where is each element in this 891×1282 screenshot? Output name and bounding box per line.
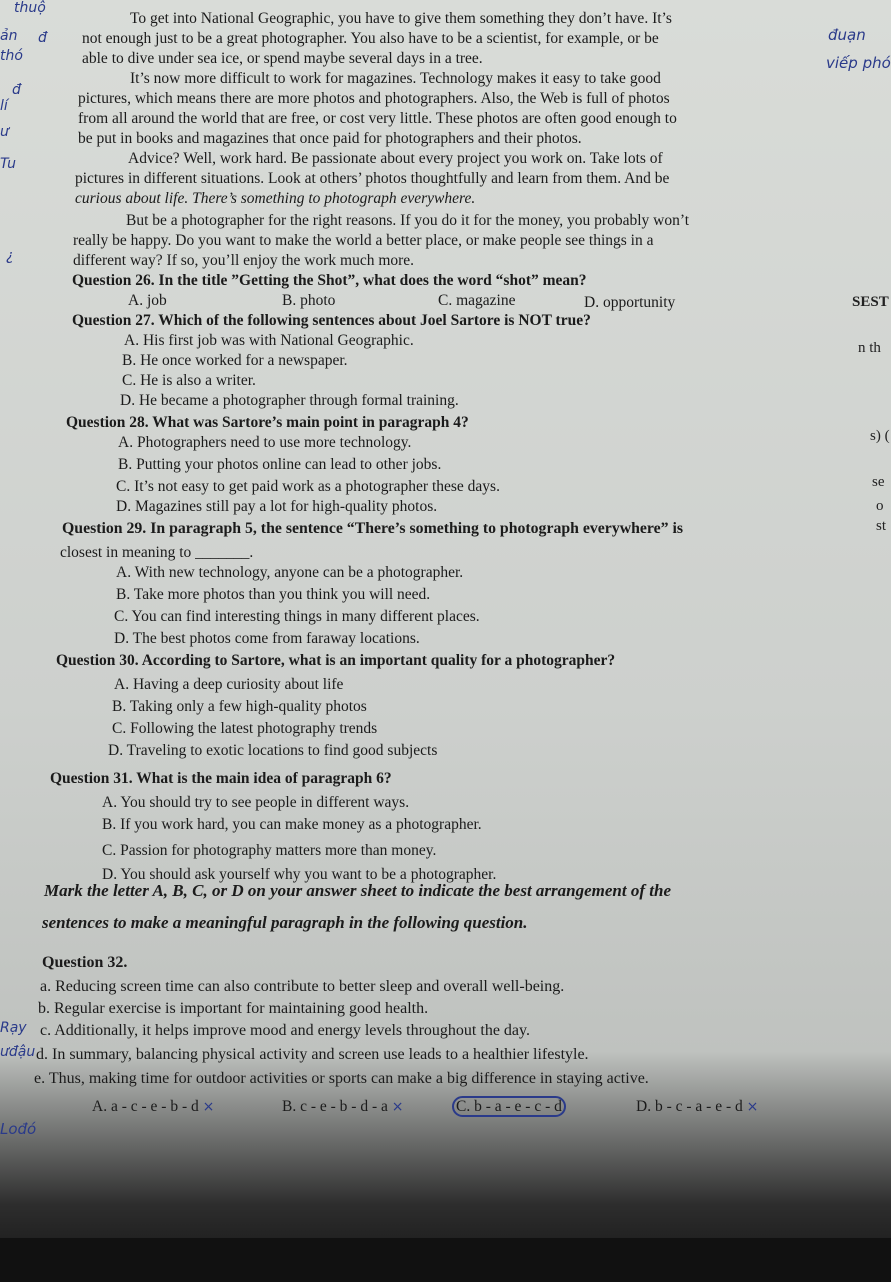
margin-note: ản — [0, 28, 18, 44]
p4-line3: different way? If so, you’ll enjoy the work much more. — [73, 252, 415, 269]
photo-shadow-band — [0, 1238, 891, 1282]
margin-note: Rạy — [0, 1020, 27, 1036]
p1-line1: To get into National Geographic, you have to give them something they don’t have. It’s — [130, 10, 672, 27]
margin-note: Tu — [0, 156, 17, 172]
edge-text: se — [872, 474, 885, 490]
q31-option-a[interactable]: A. You should try to see people in different ways. — [102, 794, 410, 811]
p4-line1: But be a photographer for the right reasons. If you do it for the money, you probably won’t — [126, 212, 690, 229]
p1-line2: not enough just to be a great photographer. You also have to be a scientist, for example, or be — [82, 30, 659, 47]
margin-note: Lođó — [0, 1120, 37, 1138]
q32-sentence-b: b. Regular exercise is important for maintaining good health. — [38, 1000, 429, 1017]
margin-note: thó — [0, 48, 23, 64]
edge-text: o — [876, 498, 884, 514]
q32-sentence-a: a. Reducing screen time can also contribute to better sleep and overall well-being. — [40, 978, 565, 995]
q32-sentence-d: d. In summary, balancing physical activity and screen use leads to a healthier lifestyle. — [36, 1046, 589, 1063]
p2-line1: It’s now more difficult to work for magazines. Technology makes it easy to take good — [130, 70, 661, 87]
instruction-line2: sentences to make a meaningful paragraph in the following question. — [42, 913, 528, 932]
q29-stem-line2: closest in meaning to _______. — [60, 544, 254, 561]
q31-option-d[interactable]: D. You should ask yourself why you want to be a photographer. — [102, 866, 497, 883]
instruction-line1: Mark the letter A, B, C, or D on your answer sheet to indicate the best arrangement of the — [44, 881, 671, 900]
q29-option-d[interactable]: D. The best photos come from faraway locations. — [114, 630, 420, 647]
q26-option-a[interactable]: A. job — [128, 292, 167, 309]
q30-stem: Question 30. According to Sartore, what is an important quality for a photographer? — [56, 652, 616, 669]
q30-option-d[interactable]: D. Traveling to exotic locations to find good subjects — [108, 742, 438, 759]
cross-mark-icon: × — [202, 1099, 215, 1115]
edge-text: st — [876, 518, 887, 534]
q27-option-d[interactable]: D. He became a photographer through formal training. — [120, 392, 459, 409]
margin-note: đ — [12, 82, 21, 98]
p4-line2: really be happy. Do you want to make the world a better place, or make people see things in a — [73, 232, 654, 249]
q29-option-a[interactable]: A. With new technology, anyone can be a photographer. — [116, 564, 464, 581]
p1-line3: able to dive under sea ice, or spend maybe several days in a tree. — [82, 50, 483, 67]
q30-option-c[interactable]: C. Following the latest photography trends — [112, 720, 378, 737]
q32-option-a[interactable]: A. a - c - e - b - d × — [92, 1098, 215, 1115]
margin-note: ¿ — [6, 248, 14, 264]
q29-option-c[interactable]: C. You can find interesting things in many different places. — [114, 608, 480, 625]
q27-option-c[interactable]: C. He is also a writer. — [122, 372, 256, 389]
q32-option-d[interactable]: D. b - c - a - e - d × — [636, 1098, 759, 1115]
answer-circle: C. b - a - e - c - d — [452, 1096, 566, 1117]
q29-stem-line1: Question 29. In paragraph 5, the sentence “There’s something to photograph everywhere” is — [62, 520, 684, 537]
margin-note: đuạn — [828, 26, 866, 44]
margin-note: thuộ — [14, 0, 46, 16]
q32-sentence-c: c. Additionally, it helps improve mood and energy levels throughout the day. — [40, 1022, 530, 1039]
q27-option-a[interactable]: A. His first job was with National Geographic. — [124, 332, 414, 349]
margin-note: đ — [38, 30, 47, 46]
q28-option-a[interactable]: A. Photographers need to use more technology. — [118, 434, 412, 451]
q31-option-c[interactable]: C. Passion for photography matters more than money. — [102, 842, 437, 859]
edge-text: SEST — [852, 294, 889, 310]
q28-stem: Question 28. What was Sartore’s main point in paragraph 4? — [66, 414, 469, 431]
q26-option-b[interactable]: B. photo — [282, 292, 336, 309]
q28-option-c[interactable]: C. It’s not easy to get paid work as a photographer these days. — [116, 478, 500, 495]
cross-mark-icon: × — [746, 1099, 759, 1115]
q32-option-b[interactable]: B. c - e - b - d - a × — [282, 1098, 404, 1115]
edge-text: s) ( — [870, 428, 890, 444]
q31-option-b[interactable]: B. If you work hard, you can make money as a photographer. — [102, 816, 482, 833]
q26-option-d[interactable]: D. opportunity — [584, 294, 676, 311]
q28-option-d[interactable]: D. Magazines still pay a lot for high-quality photos. — [116, 498, 438, 515]
p2-line4: be put in books and magazines that once paid for photographers and their photos. — [78, 130, 582, 147]
margin-note: ưđậu — [0, 1044, 36, 1060]
p3-line2: pictures in different situations. Look at others’ photos thoughtfully and learn from them. And be — [75, 170, 670, 187]
q26-stem: Question 26. In the title ”Getting the Shot”, what does the word “shot” mean? — [72, 272, 587, 289]
cross-mark-icon: × — [391, 1099, 404, 1115]
q30-option-b[interactable]: B. Taking only a few high-quality photos — [112, 698, 367, 715]
q27-stem: Question 27. Which of the following sentences about Joel Sartore is NOT true? — [72, 312, 591, 329]
q32-sentence-e: e. Thus, making time for outdoor activities or sports can make a big difference in staying active. — [34, 1070, 649, 1087]
q32-option-c[interactable] — [452, 1098, 566, 1116]
q30-option-a[interactable]: A. Having a deep curiosity about life — [114, 676, 344, 693]
p3-line1: Advice? Well, work hard. Be passionate about every project you work on. Take lots of — [128, 150, 663, 167]
margin-note: lí — [0, 98, 8, 114]
q28-option-b[interactable]: B. Putting your photos online can lead to other jobs. — [118, 456, 442, 473]
q31-stem: Question 31. What is the main idea of paragraph 6? — [50, 770, 392, 787]
margin-note: viếp phó — [826, 54, 891, 72]
p3-line3: curious about life. There’s something to photograph everywhere. — [75, 190, 476, 207]
q26-option-c[interactable]: C. magazine — [438, 292, 516, 309]
margin-note: ư — [0, 124, 9, 140]
q27-option-b[interactable]: B. He once worked for a newspaper. — [122, 352, 348, 369]
p2-line3: from all around the world that are free, or cost very little. These photos are often good enough to — [78, 110, 677, 127]
q32-title: Question 32. — [42, 954, 128, 971]
q29-option-b[interactable]: B. Take more photos than you think you will need. — [116, 586, 431, 603]
p2-line2: pictures, which means there are more photos and photographers. Also, the Web is full of photos — [78, 90, 670, 107]
edge-text: n th — [858, 340, 881, 356]
